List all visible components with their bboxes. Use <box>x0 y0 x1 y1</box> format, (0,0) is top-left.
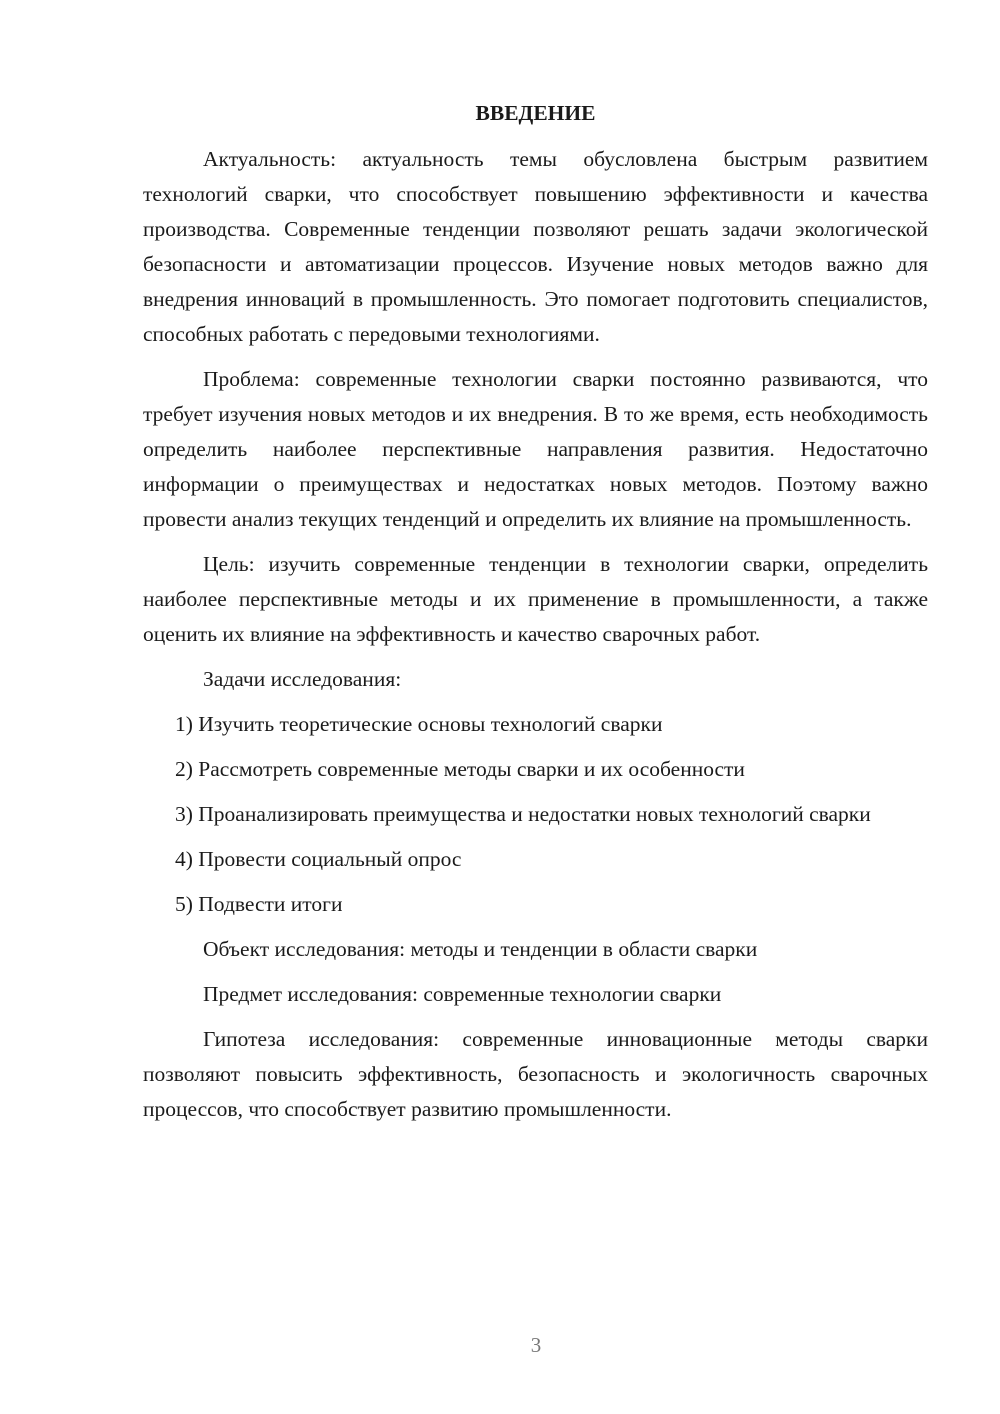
page-number: 3 <box>530 1333 542 1357</box>
task-item-3: 3) Проанализировать преимущества и недостатки новых технологий сварки <box>175 802 871 826</box>
task-item-4: 4) Провести социальный опрос <box>175 847 462 871</box>
document-body <box>143 96 928 1137</box>
relevance-paragraph: Актуальность: актуальность темы обусловлена быстрым развитием технологий сварки, что способствует повышению эффективности и качества производства. Современные тенденции позволяют решать задачи экологической безопасности и автоматизации процессов. Изучение новых методов важно для внедрения инноваций в промышленность. Это помогает подготовить специалистов, способных работать с передовыми технологиями. <box>143 147 928 346</box>
hypothesis-paragraph: Гипотеза исследования: современные инновационные методы сварки позволяют повысить эффективность, безопасность и экологичность сварочных процессов, что способствует развитию промышленности. <box>143 1027 928 1121</box>
task-item-2: 2) Рассмотреть современные методы сварки и их особенности <box>175 757 745 781</box>
task-item-5: 5) Подвести итоги <box>175 892 343 916</box>
problem-paragraph: Проблема: современные технологии сварки постоянно развиваются, что требует изучения новых методов и их внедрения. В то же время, есть необходимость определить наиболее перспективные направления развития. Недостаточно информации о преимуществах и недостатках новых методов. Поэтому важно провести анализ текущих тенденций и определить их влияние на промышленность. <box>143 367 928 531</box>
section-title: ВВЕДЕНИЕ <box>475 101 596 125</box>
goal-paragraph: Цель: изучить современные тенденции в технологии сварки, определить наиболее перспективные методы и их применение в промышленности, а также оценить их влияние на эффективность и качество сварочных работ. <box>143 552 928 646</box>
object-paragraph: Объект исследования: методы и тенденции в области сварки <box>203 937 758 961</box>
tasks-heading: Задачи исследования: <box>203 667 402 691</box>
task-item-1: 1) Изучить теоретические основы технологий сварки <box>175 712 663 736</box>
subject-paragraph: Предмет исследования: современные технологии сварки <box>203 982 722 1006</box>
